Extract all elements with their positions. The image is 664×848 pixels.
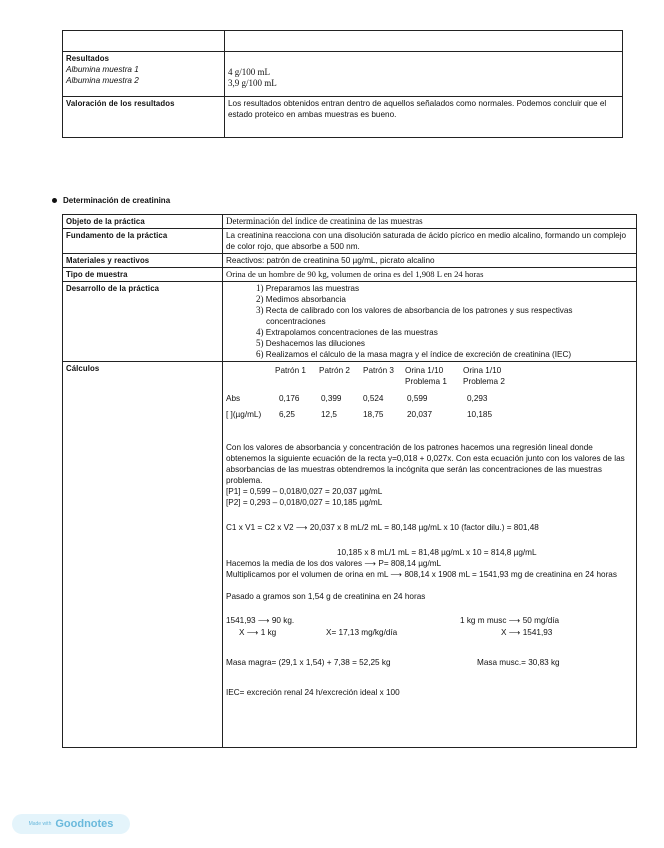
rule-three-2a: X ⟶ 1 kg: [239, 628, 277, 637]
multiplicacion-text: Multiplicamos por el volumen de orina en mL ⟶ 808,14 x 1908 mL = 1541,93 mg de creatinina en 24 horas: [226, 570, 617, 579]
header-patron-3: Patrón 3: [363, 366, 394, 375]
regression-paragraph: Con los valores de absorbancia y concentración de los patrones hacemos una regresión lineal donde obtenemos la siguiente ecuación de la recta y=0,018 + 0,027x. Con esta ecuación junto con los valores de las absorbancias de las muestras obtendremos la incógnita que serán las concentraciones de las muestras problema.: [226, 443, 625, 485]
conc-value: 12,5: [321, 410, 337, 419]
masa-magra-text: Masa magra= (29,1 x 1,54) + 7,38 = 52,25 kg: [226, 658, 391, 667]
tipo-row: [63, 268, 637, 282]
list-item: 3) Recta de calibrado con los valores de absorbancia de los patrones y sus respectivas concentraciones: [256, 305, 573, 326]
gramos-text: Pasado a gramos son 1,54 g de creatinina en 24 horas: [226, 592, 426, 601]
conc-value: 6,25: [279, 410, 295, 419]
valoracion-row: [63, 97, 623, 138]
list-item: 4) Extrapolamos concentraciones de las muestras: [256, 327, 438, 337]
abs-label: Abs: [226, 394, 241, 403]
conc-value: 20,037: [407, 410, 433, 419]
objeto-label: Objeto de la práctica: [66, 217, 145, 226]
materiales-row: [63, 254, 637, 268]
tipo-label: Tipo de muestra: [66, 270, 128, 279]
conc-label: [ ](µg/mL): [226, 410, 262, 419]
header-patron-2: Patrón 2: [319, 366, 350, 375]
fundamento-value: La creatinina reacciona con una disolución saturada de ácido pícrico en medio alcalino, formando un complejo de color rojo, que absorbe a 500 nm.: [226, 231, 627, 251]
p2-formula: [P2] = 0,293 – 0,018/0,027 = 10,185 µg/mL: [226, 498, 383, 507]
section-title: Determinación de creatinina: [52, 196, 170, 205]
conc-value: 18,75: [363, 410, 384, 419]
empty-top-row: [63, 31, 623, 52]
valoracion-text: Los resultados obtenidos entran dentro de aquellos señalados como normales. Podemos concluir que el estado proteico en ambas muestras es bueno.: [228, 99, 607, 119]
resultados-label: Resultados: [66, 54, 110, 63]
masa-musc-text: Masa musc.= 30,83 kg: [477, 658, 560, 667]
calculos-row: [63, 362, 637, 748]
conc-value: 10,185: [467, 410, 493, 419]
rule-three-2c: X ⟶ 1541,93: [501, 628, 553, 637]
rule-three-2b: X= 17,13 mg/kg/día: [326, 628, 398, 637]
list-item: 1) Preparamos las muestras: [256, 283, 360, 293]
albumin-results-table: [62, 30, 623, 138]
bullet-icon: [52, 198, 57, 203]
abs-value: 0,599: [407, 394, 428, 403]
abs-value: 0,399: [321, 394, 342, 403]
albumina-muestra-1-label: Albumina muestra 1: [66, 65, 139, 74]
desarrollo-row: [63, 282, 637, 362]
dilution-formula-1: C1 x V1 = C2 x V2 ⟶ 20,037 x 8 mL/2 mL = 80,148 µg/mL x 10 (factor dilu.) = 801,48: [226, 523, 539, 532]
abs-value: 0,293: [467, 394, 488, 403]
rule-three-1b: 1 kg m musc ⟶ 50 mg/día: [460, 616, 560, 625]
creatinine-table: [62, 214, 637, 748]
albumina-muestra-1-value: 4 g/100 mL: [228, 67, 270, 77]
list-item: 5) Deshacemos las diluciones: [256, 338, 365, 348]
dilution-formula-2: 10,185 x 8 mL/1 mL = 81,48 µg/mL x 10 = 814,8 µg/mL: [337, 548, 537, 557]
iec-formula: IEC= excreción renal 24 h/excreción ideal x 100: [226, 688, 400, 697]
albumina-muestra-2-label: Albumina muestra 2: [66, 76, 139, 85]
abs-value: 0,524: [363, 394, 384, 403]
header-problema-1: Orina 1/10 Problema 1: [405, 366, 447, 386]
albumina-muestra-2-value: 3,9 g/100 mL: [228, 78, 277, 88]
materiales-value: Reactivos: patrón de creatinina 50 µg/mL, picrato alcalino: [226, 256, 435, 265]
valoracion-label: Valoración de los resultados: [66, 99, 175, 108]
calculos-content: [223, 362, 636, 747]
materiales-label: Materiales y reactivos: [66, 256, 150, 265]
fundamento-label: Fundamento de la práctica: [66, 231, 168, 240]
header-problema-2: Orina 1/10 Problema 2: [463, 366, 505, 386]
objeto-row: [63, 215, 637, 229]
header-patron-1: Patrón 1: [275, 366, 306, 375]
abs-value: 0,176: [279, 394, 300, 403]
tipo-value: Orina de un hombre de 90 kg, volumen de orina es del 1,908 L en 24 horas: [226, 269, 484, 279]
steps-list: [226, 283, 633, 360]
desarrollo-label: Desarrollo de la práctica: [66, 284, 160, 293]
list-item: 6) Realizamos el cálculo de la masa magra y el índice de excreción de creatinina (IEC): [256, 349, 572, 359]
p1-formula: [P1] = 0,599 – 0,018/0,027 = 20,037 µg/mL: [226, 487, 383, 496]
calculos-label: Cálculos: [66, 364, 100, 373]
resultados-row: [63, 52, 623, 97]
fundamento-row: [63, 229, 637, 254]
rule-three-1a: 1541,93 ⟶ 90 kg.: [226, 616, 295, 625]
media-text: Hacemos la media de los dos valores ⟶ P= 808,14 µg/mL: [226, 559, 442, 568]
list-item: 2) Medimos absorbancia: [256, 294, 346, 304]
objeto-value: Determinación del índice de creatinina de las muestras: [226, 216, 423, 226]
goodnotes-watermark: Made with Goodnotes: [12, 814, 130, 834]
